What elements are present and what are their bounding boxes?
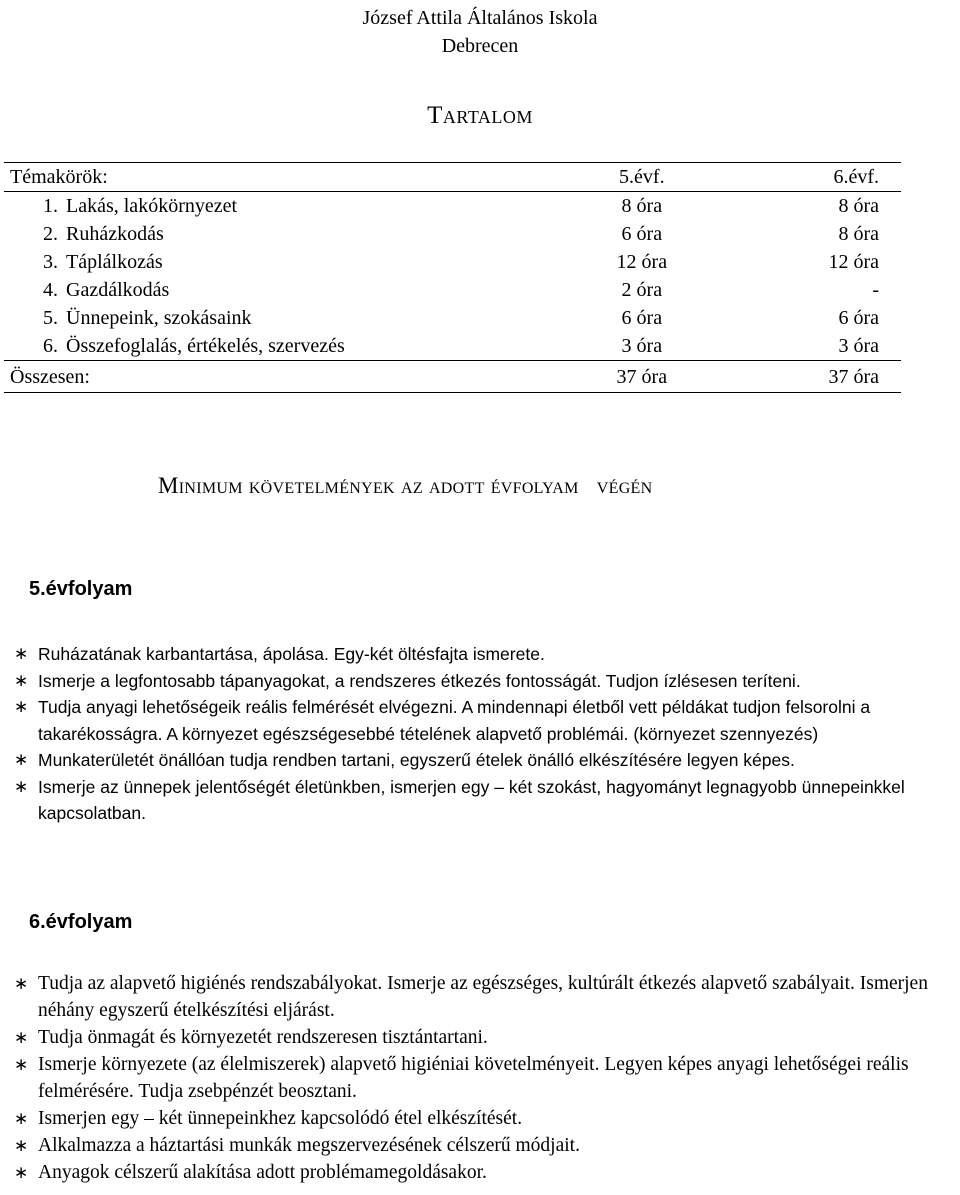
row-grade5-hours: 3 óra	[621, 335, 663, 357]
total-grade6-hours: 37 óra	[724, 361, 901, 393]
asterisk-bullet-icon: ∗	[14, 1109, 29, 1128]
row-grade6-hours: 3 óra	[838, 335, 879, 357]
table-total-row	[4, 361, 901, 393]
requirement-text: Alkalmazza a háztartási munkák megszervezésének célszerű módjait.	[38, 1135, 580, 1156]
list-item	[14, 1159, 944, 1186]
asterisk-bullet-icon: ∗	[14, 1136, 29, 1155]
requirement-text: Tudja az alapvető higiénés rendszabályokat. Ismerje az egészséges, kultúrált étkezés alapvető szabályait. Ismerjen néhány egyszerű ételkészítési eljárást.	[38, 973, 928, 1021]
grade6-requirements-list	[14, 970, 944, 1186]
asterisk-bullet-icon: ∗	[14, 776, 29, 796]
grade5-requirements-list	[14, 641, 944, 827]
row-topic: Táplálkozás	[66, 251, 163, 273]
row-topic: Ünnepeink, szokásaink	[66, 307, 252, 329]
row-grade6-hours: -	[872, 279, 879, 301]
list-item	[14, 668, 944, 695]
requirement-text: Tudja önmagát és környezetét rendszeresen tisztántartani.	[38, 1027, 488, 1048]
list-item	[14, 694, 944, 747]
row-grade6-hours: 8 óra	[838, 195, 879, 217]
total-grade5-hours: 37 óra	[560, 361, 724, 393]
topics-table	[4, 162, 901, 393]
header-topics: Témakörök:	[4, 163, 560, 192]
list-item	[14, 1024, 944, 1051]
list-item	[14, 747, 944, 774]
requirement-text: Ismerje környezete (az élelmiszerek) alapvető higiéniai követelményeit. Legyen képes anyagi lehetőségei reális felmérésére. Tudja zsebpénzét beosztani.	[38, 1054, 909, 1102]
total-label: Összesen:	[4, 361, 560, 393]
list-item	[14, 1051, 944, 1105]
requirement-text: Anyagok célszerű alakítása adott problémamegoldásakor.	[38, 1162, 487, 1183]
document-header	[0, 4, 960, 60]
asterisk-bullet-icon: ∗	[14, 1028, 29, 1047]
row-grade5-hours: 6 óra	[621, 307, 663, 329]
requirement-text: Ismerjen egy – két ünnepeinkhez kapcsolódó étel elkészítését.	[38, 1108, 523, 1129]
asterisk-bullet-icon: ∗	[14, 644, 29, 663]
header-grade6: 6.évf.	[724, 163, 901, 192]
row-grade5-hours: 2 óra	[621, 279, 663, 301]
row-number: 2.	[43, 223, 58, 245]
requirement-text: Ismerje az ünnepek jelentőségét életünkben, ismerjen egy – két szokást, hagyományt legnagyobb ünnepeinkkel kapcsolatban.	[38, 776, 905, 823]
table-row	[4, 248, 901, 276]
row-number: 4.	[43, 279, 58, 301]
table-row	[4, 192, 901, 221]
row-topic: Ruházkodás	[66, 223, 164, 245]
requirement-text: Munkaterületét önállóan tudja rendben tartani, egyszerű ételek önálló elkészítésére legyen képes.	[38, 750, 795, 770]
row-grade5-hours: 8 óra	[621, 195, 663, 217]
row-grade5-hours: 6 óra	[621, 223, 663, 245]
table-row	[4, 276, 901, 304]
minimum-requirements-title: Minimum követelmények az adott évfolyam végén	[158, 473, 653, 498]
contents-title: Tartalom	[427, 102, 533, 129]
requirement-text: Tudja anyagi lehetőségeik reális felmérését elvégezni. A mindennapi életből vett példákat tudjon felsorolni a takarékosságra. A környezet egészségesebbé tételének alapvető problémái. (környezet szennyezés)	[38, 697, 871, 744]
grade6-heading: 6.évfolyam	[29, 911, 133, 933]
row-topic: Lakás, lakókörnyezet	[66, 195, 238, 217]
asterisk-bullet-icon: ∗	[14, 750, 29, 769]
requirement-text: Ruházatának karbantartása, ápolása. Egy-két öltésfajta ismerete.	[38, 644, 545, 664]
row-number: 6.	[43, 335, 58, 357]
list-item	[14, 1105, 944, 1132]
asterisk-bullet-icon: ∗	[14, 1055, 29, 1074]
row-number: 5.	[43, 307, 58, 329]
asterisk-bullet-icon: ∗	[14, 974, 29, 993]
row-number: 1.	[43, 195, 58, 217]
table-header-row	[4, 163, 901, 192]
row-grade6-hours: 6 óra	[838, 307, 879, 329]
row-grade6-hours: 12 óra	[828, 251, 879, 273]
table-row	[4, 332, 901, 361]
asterisk-bullet-icon: ∗	[14, 1163, 29, 1182]
table-row	[4, 220, 901, 248]
row-grade6-hours: 8 óra	[838, 223, 879, 245]
asterisk-bullet-icon: ∗	[14, 670, 29, 690]
requirement-text: Ismerje a legfontosabb tápanyagokat, a rendszeres étkezés fontosságát. Tudjon ízlésesen teríteni.	[38, 670, 801, 691]
school-name: József Attila Általános Iskola	[362, 7, 598, 29]
table-row	[4, 304, 901, 332]
list-item	[14, 641, 944, 668]
grade5-heading: 5.évfolyam	[29, 578, 133, 600]
row-number: 3.	[43, 251, 58, 273]
list-item	[14, 774, 944, 827]
city-name: Debrecen	[441, 35, 519, 57]
row-topic: Összefoglalás, értékelés, szervezés	[66, 335, 345, 357]
list-item	[14, 1132, 944, 1159]
list-item	[14, 970, 944, 1024]
row-topic: Gazdálkodás	[66, 279, 170, 301]
asterisk-bullet-icon: ∗	[14, 697, 29, 716]
header-grade5: 5.évf.	[560, 163, 724, 192]
row-grade5-hours: 12 óra	[616, 251, 668, 273]
